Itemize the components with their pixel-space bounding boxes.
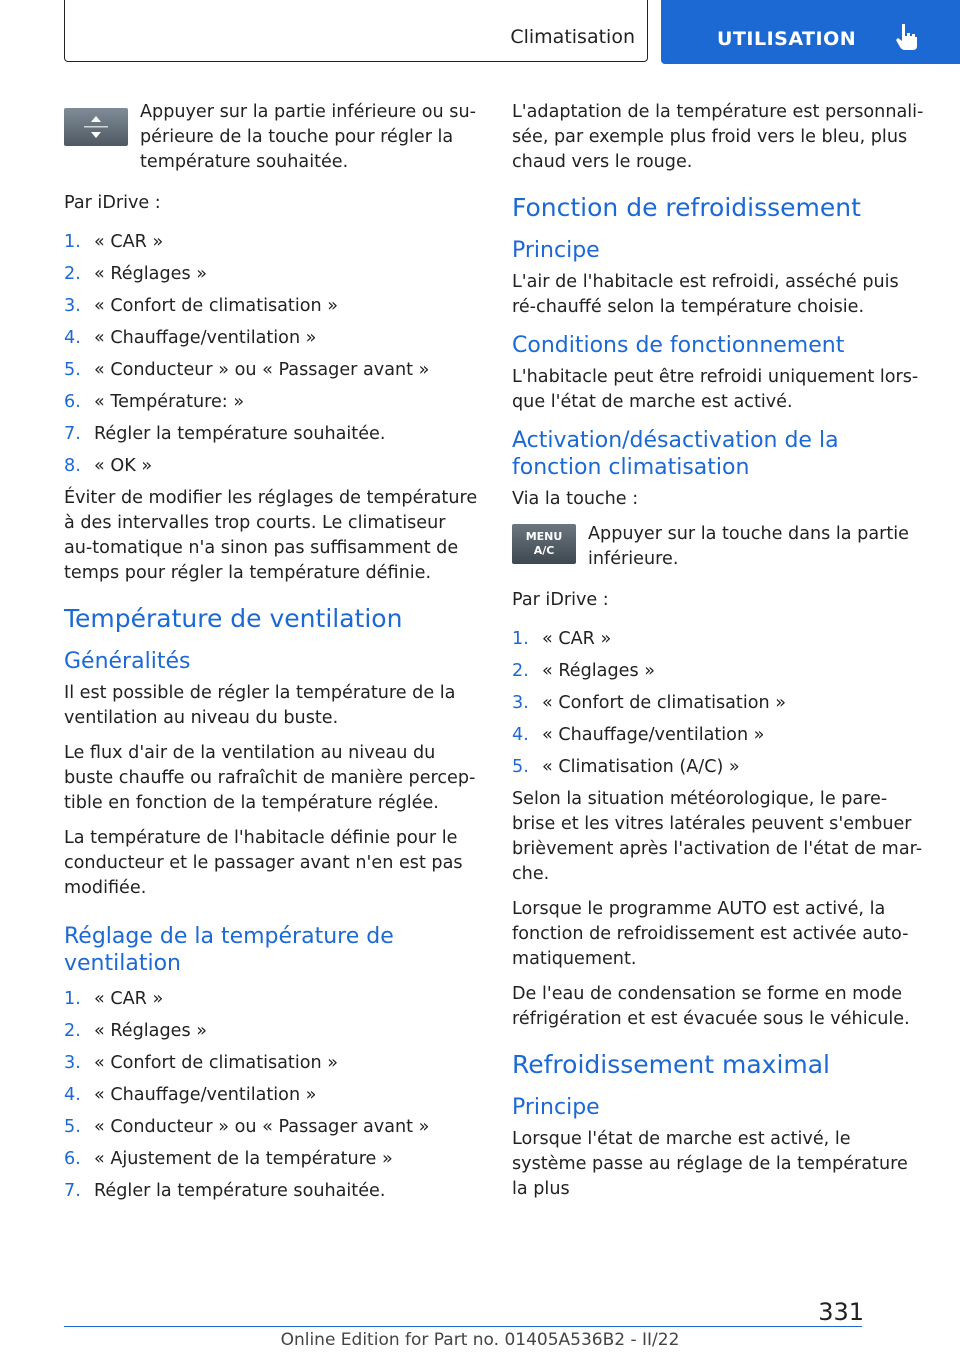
header-section-box (64, 0, 648, 62)
heading-activation: Activation/désactivation de la fonction climatisation (512, 428, 839, 480)
heading-max-cooling: Refroidissement maximal (512, 1050, 831, 1079)
idrive-steps-ac (512, 623, 926, 783)
idrive-steps-ventilation (64, 983, 478, 1207)
idrive-steps-temp (64, 226, 478, 482)
temp-button-text: Appuyer sur la partie inférieure ou su-périeure de la touche pour régler la température souhaitée. (140, 102, 476, 172)
generalites-p3: La température de l'habitacle définie pour le conducteur et le passager avant n'en est pas modifiée. (64, 828, 463, 898)
generalites-p1: Il est possible de régler la température de la ventilation au niveau du buste. (64, 683, 456, 728)
heading-ventilation: Température de ventilation (64, 604, 403, 633)
left-column (64, 100, 478, 1211)
avoid-note: Éviter de modifier les réglages de température à des intervalles trop courts. Le climatiseur au-tomatique n'a sinon pas suffisamment de temps pour régler la température définie. (64, 488, 478, 583)
menu-ac-text: Appuyer sur la touche dans la partie inférieure. (588, 524, 909, 569)
menu-ac-button-icon: MENU A/C (512, 524, 576, 564)
heading-principe: Principe (512, 238, 600, 263)
list-item: 6. « Température: » (64, 392, 245, 412)
heading-conditions: Conditions de fonctionnement (512, 333, 845, 358)
max-cooling-text: Lorsque l'état de marche est activé, le système passe au réglage de la température la plus (512, 1129, 908, 1199)
list-item: 4. « Chauffage/ventilation » (512, 725, 765, 745)
edition-footer: Online Edition for Part no. 01405A536B2 - II/22 (280, 1330, 680, 1350)
idrive-intro-right: Par iDrive : (512, 590, 609, 610)
menu-ac-row (512, 522, 926, 572)
list-item: 6. « Ajustement de la température » (64, 1149, 393, 1169)
via-touche: Via la touche : (512, 489, 639, 509)
auto-text: Lorsque le programme AUTO est activé, la fonction de refroidissement est activée auto-matiquement. (512, 899, 909, 969)
page-number: 331 (818, 1298, 864, 1326)
list-item: 1. « CAR » (64, 989, 164, 1009)
meteo-text: Selon la situation météorologique, le pare-brise et les vitres latérales peuvent s'embuer brièvement après l'activation de l'état de mar-che. (512, 789, 923, 884)
right-column (512, 100, 926, 1212)
list-item: 2. « Réglages » (64, 264, 207, 284)
generalites-p2: Le flux d'air de la ventilation au niveau du buste chauffe ou rafraîchit de manière percep-tible en fonction de la température réglée. (64, 743, 476, 813)
list-item: 2. « Réglages » (64, 1021, 207, 1041)
up-down-arrows-icon (64, 108, 128, 146)
principe-text: L'air de l'habitacle est refroidi, asséché puis ré-chauffé selon la température choisie. (512, 272, 899, 317)
list-item: 2. « Réglages » (512, 661, 655, 681)
header-tab (661, 0, 960, 64)
list-item: 3. « Confort de climatisation » (64, 1053, 338, 1073)
heading-reglage: Réglage de la température de ventilation (64, 924, 394, 976)
list-item: 5. « Climatisation (A/C) » (512, 757, 740, 777)
condensation-text: De l'eau de condensation se forme en mode réfrigération et est évacuée sous le véhicule. (512, 984, 910, 1029)
list-item: 1. « CAR » (512, 629, 612, 649)
heading-generalites: Généralités (64, 649, 191, 674)
list-item: 5. « Conducteur » ou « Passager avant » (64, 1117, 430, 1137)
tab-label: UTILISATION (717, 28, 857, 50)
footer-divider (64, 1326, 862, 1327)
heading-refroidissement: Fonction de refroidissement (512, 193, 861, 222)
list-item: 7. Régler la température souhaitée. (64, 424, 386, 444)
list-item: 3. « Confort de climatisation » (64, 296, 338, 316)
list-item: 7. Régler la température souhaitée. (64, 1181, 386, 1201)
idrive-intro: Par iDrive : (64, 193, 161, 213)
list-item: 1. « CAR » (64, 232, 164, 252)
temp-button-row (64, 100, 478, 175)
list-item: 3. « Confort de climatisation » (512, 693, 786, 713)
pointing-hand-icon (893, 22, 921, 52)
list-item: 4. « Chauffage/ventilation » (64, 328, 317, 348)
conditions-text: L'habitacle peut être refroidi uniquement lors-que l'état de marche est activé. (512, 367, 919, 412)
list-item: 8. « OK » (64, 456, 153, 476)
list-item: 5. « Conducteur » ou « Passager avant » (64, 360, 430, 380)
adaptation-text: L'adaptation de la température est personnali-sée, par exemple plus froid vers le bleu, plus chaud vers le rouge. (512, 102, 924, 172)
list-item: 4. « Chauffage/ventilation » (64, 1085, 317, 1105)
section-title: Climatisation (510, 26, 635, 48)
heading-principe-2: Principe (512, 1095, 600, 1120)
